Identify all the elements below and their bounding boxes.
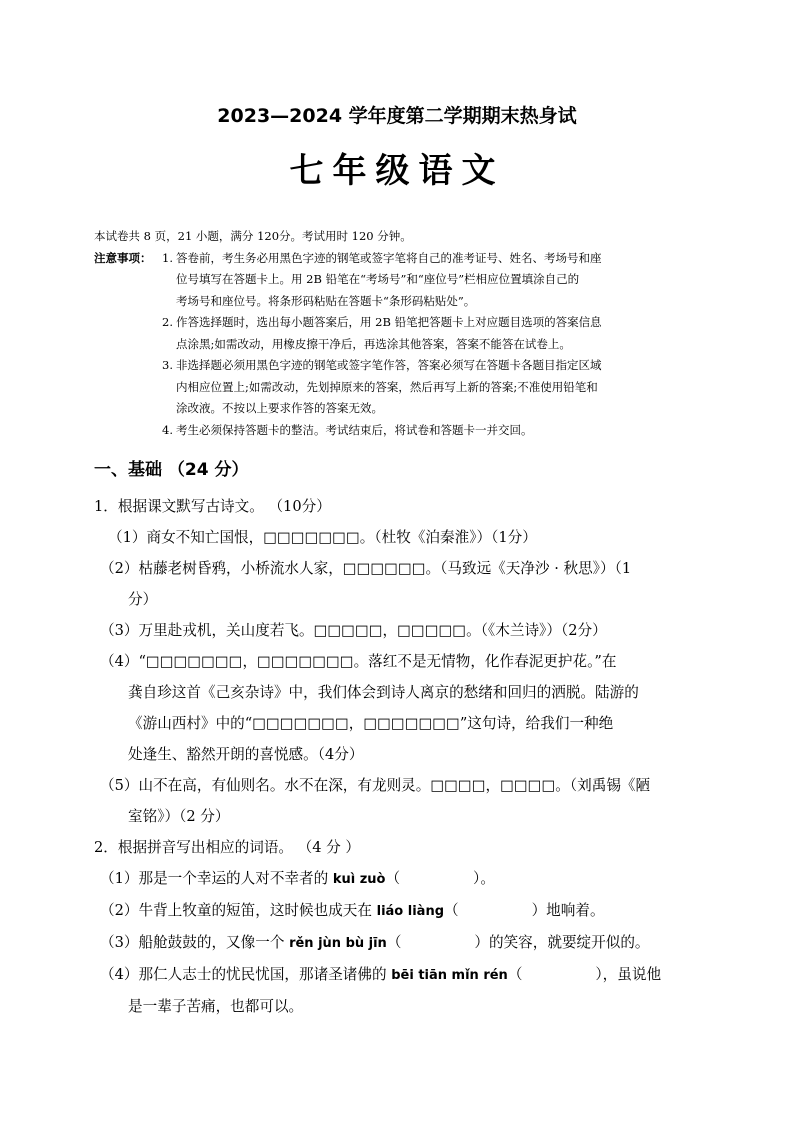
note-line: 考场号和座位号。将条形码粘贴在答题卡“条形码粘贴处”。 xyxy=(176,293,476,308)
note-line: 考生必须保持答题卡的整洁。考试结束后，将试卷和答题卡一并交回。 xyxy=(176,422,533,437)
q2-part-3 xyxy=(94,927,704,959)
section-heading: 一、基础 （24 分） xyxy=(94,460,249,480)
q1-stem: 1．根据课文默写古诗文。 （10分） xyxy=(94,498,331,515)
q2-stem: 2．根据拼音写出相应的词语。 （4 分 ） xyxy=(94,839,360,856)
q1-part-1: （1）商女不知亡国恨，□□□□□□□。（杜牧《泊秦淮》）（1分） xyxy=(108,529,537,546)
note-line: 位号填写在答题卡上。用 2B 铅笔在“考场号”和“座位号”栏相应位置填涂自己的 xyxy=(176,272,580,286)
note-line: 答卷前，考生务必用黑色字迹的钢笔或签字笔将自己的准考证号、姓名、考场号和座 xyxy=(176,250,602,265)
pinyin: rěn jùn bù jīn xyxy=(289,936,387,951)
pinyin: kuì zuò xyxy=(332,872,386,887)
note-item xyxy=(162,312,716,355)
note-number: 1. xyxy=(162,250,173,265)
q2-text: （1）那是一个幸运的人对不幸者的 xyxy=(100,870,333,887)
q1-part-5: （5）山不在高，有仙则名。水不在深，有龙则灵。□□□□，□□□□。（刘禹锡《陋 xyxy=(100,777,651,794)
q2-text: （3）船舱鼓鼓的，又像一个 xyxy=(100,934,290,951)
note-item xyxy=(162,355,716,420)
q2-part-1 xyxy=(94,863,704,895)
questions xyxy=(94,491,704,1022)
q1-part-4: （4）“□□□□□□□，□□□□□□□。落红不是无情物，化作春泥更护花。”在 xyxy=(100,653,617,670)
note-item xyxy=(162,420,716,442)
note-line: 涂改液。不按以上要求作答的答案无效。 xyxy=(176,401,383,415)
note-number: 3. xyxy=(162,358,173,372)
q1-part-4-cont: 《游山西村》中的“□□□□□□□，□□□□□□□”这句诗，给我们一种绝 xyxy=(128,715,614,732)
q2-part-4 xyxy=(94,959,704,991)
note-line: 非选择题必须用黑色字迹的钢笔或签字笔作答，答案必须写在答题卡各题目指定区域 xyxy=(176,358,602,372)
subject-title: 七年级语文 xyxy=(289,151,505,191)
answer-blank: （ ）地响着。 xyxy=(444,902,605,919)
exam-instructions xyxy=(94,226,704,441)
q2-part-2 xyxy=(94,895,704,927)
q2-text: （2）牛背上牧童的短笛，这时候也成天在 xyxy=(100,902,377,919)
q1-part-5-cont: 室铭》）（2 分） xyxy=(128,808,230,825)
q1-part-2: （2）枯藤老树昏鸦，小桥流水人家，□□□□□□。（马致远《天净沙 · 秋思》）（1 xyxy=(100,560,632,577)
answer-blank: （ ）。 xyxy=(385,870,495,887)
notes-label: 注意事项： xyxy=(94,250,152,265)
pinyin: bēi tiān mǐn rén xyxy=(391,968,508,983)
note-line: 点涂黑;如需改动，用橡皮擦干净后，再选涂其他答案，答案不能答在试卷上。 xyxy=(176,336,571,351)
q1-part-4-cont: 龚自珍这首《己亥杂诗》中，我们体会到诗人离京的愁绪和回归的洒脱。陆游的 xyxy=(128,684,639,701)
exam-summary: 本试卷共 8 页，21 小题，满分 120分。考试用时 120 分钟。 xyxy=(94,229,412,243)
pinyin: liáo liàng xyxy=(376,904,445,919)
answer-blank: （ ），虽说他 xyxy=(507,966,662,983)
exam-title: 2023—2024 学年度第二学期期末热身试 xyxy=(217,105,577,127)
note-line: 内相应位置上;如需改动，先划掉原来的答案，然后再写上新的答案;不准使用铅笔和 xyxy=(176,379,598,394)
q1-part-2-cont: 分） xyxy=(128,591,158,608)
note-number: 4. xyxy=(162,422,173,437)
answer-blank: （ ）的笑容，就要绽开似的。 xyxy=(386,934,650,951)
notes-list xyxy=(162,248,716,442)
note-item xyxy=(162,248,716,313)
q1-part-3: （3）万里赴戎机，关山度若飞。□□□□□，□□□□□。（《木兰诗》）（2分） xyxy=(100,622,607,639)
q1-part-4-cont: 处逢生、豁然开朗的喜悦感。（4分） xyxy=(128,746,364,763)
notes-block xyxy=(94,248,704,442)
q2-part-4-cont: 是一辈子苦痛，也都可以。 xyxy=(128,998,304,1015)
note-line: 作答选择题时，选出每小题答案后，用 2B 铅笔把答题卡上对应题目选项的答案信息 xyxy=(176,315,602,329)
note-number: 2. xyxy=(162,315,173,329)
q2-text: （4）那仁人志士的忧民忧国，那诸圣诸佛的 xyxy=(100,966,392,983)
